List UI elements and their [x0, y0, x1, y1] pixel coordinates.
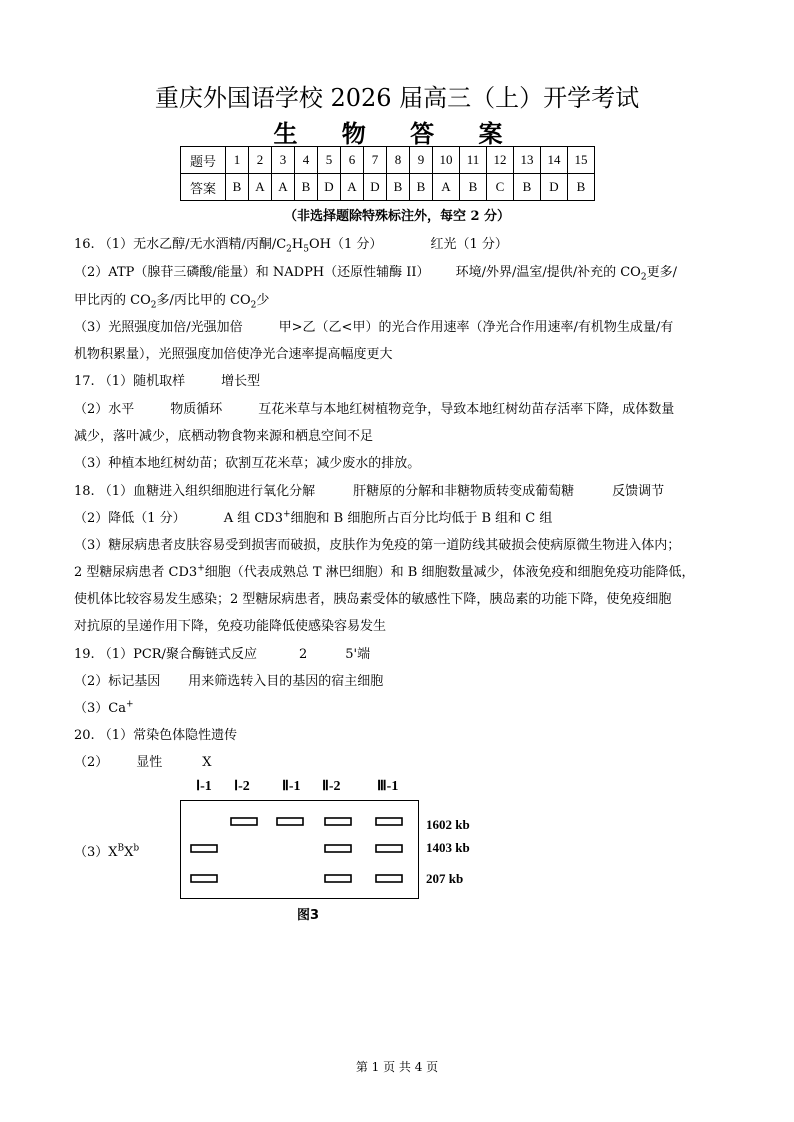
q18-line-1: 18. （1）血糖进入组织细胞进行氧化分解 肝糖原的分解和非糖物质转变成葡萄糖 反馈调节 [74, 484, 665, 499]
q17-line-4: （3）种植本地红树幼苗；砍割互花米草；减少废水的排放。 [74, 456, 421, 471]
q20-line-3: $(3)X^BX^b$ [74, 843, 140, 860]
q18-line-5: 使机体比较容易发生感染；2 型糖尿病患者，胰岛素受体的敏感性下降，胰岛素的功能下降，使免疫细胞 [74, 592, 672, 607]
row-label-numbers: 题号 [181, 147, 226, 174]
table-cell: 3 [272, 147, 295, 174]
gel-band [325, 845, 351, 852]
table-cell: 7 [364, 147, 387, 174]
table-cell: A [341, 174, 364, 201]
table-cell: 6 [341, 147, 364, 174]
page-footer: 第 1 页 共 4 页 [355, 1060, 439, 1074]
table-cell: 5 [318, 147, 341, 174]
q17-line-3: 减少，落叶减少，底栖动物食物来源和栖息空间不足 [74, 429, 374, 444]
q17-line-1: 17. （1）随机取样 增长型 [74, 374, 261, 389]
lane-label: Ⅰ-1 [196, 779, 212, 794]
answer-table [180, 146, 595, 201]
table-cell: B [226, 174, 249, 201]
gel-band [231, 818, 257, 825]
lane-label: Ⅱ-2 [322, 779, 341, 794]
band-size-label: 207 kb [426, 871, 464, 886]
table-cell: 1 [226, 147, 249, 174]
q20-line-2: （2） 显性 X [74, 755, 212, 770]
page-title: 重庆外国语学校 2026 届高三（上）开学考试 [154, 84, 640, 112]
table-row-answers [181, 174, 595, 201]
table-cell: 14 [541, 147, 568, 174]
table-cell: 2 [249, 147, 272, 174]
q17-line-2: （2）水平 物质循环 互花米草与本地红树植物竞争，导致本地红树幼苗存活率下降，成体数量 [74, 402, 675, 417]
lane-label: Ⅲ-1 [377, 779, 399, 794]
lane-label: Ⅱ-1 [282, 779, 301, 794]
table-cell: 13 [514, 147, 541, 174]
q18-line-6: 对抗原的呈递作用下降，免疫功能降低使感染容易发生 [74, 619, 387, 634]
table-cell: B [410, 174, 433, 201]
table-cell: 8 [387, 147, 410, 174]
gel-band [277, 818, 303, 825]
gel-band [325, 818, 351, 825]
q16-line-3: 甲比丙的 $CO_2$多/丙比甲的 $CO_2$少 [74, 293, 270, 311]
table-cell: A [249, 174, 272, 201]
table-cell: D [364, 174, 387, 201]
row-label-answers: 答案 [181, 174, 226, 201]
table-cell: D [541, 174, 568, 201]
table-cell: 4 [295, 147, 318, 174]
q16-line-1: 16. （1）无水乙醇/无水酒精/丙酮$/C_2H_5OH(1$ 分） 红光（1 分） [74, 237, 508, 255]
table-cell: B [295, 174, 318, 201]
table-cell: 10 [433, 147, 460, 174]
q16-line-5: 机物积累量），光照强度加倍使净光合速率提高幅度更大 [74, 347, 393, 362]
q16-line-4: （3）光照强度加倍/光强加倍 甲>乙（乙<甲）的光合作用速率（净光合作用速率/有机物生成量/有 [74, 320, 674, 335]
q18-line-3: （3）糖尿病患者皮肤容易受到损害而破损，皮肤作为免疫的第一道防线其破损会使病原微生物进入体内； [74, 538, 681, 553]
band-size-label: 1602 kb [426, 817, 470, 832]
table-cell: 9 [410, 147, 433, 174]
q19-line-1: 19. （1）PCR/聚合酶链式反应 2 5'端 [74, 647, 371, 662]
lane-label: Ⅰ-2 [234, 779, 250, 794]
scoring-note: （非选择题除特殊标注外，每空 2 分） [283, 209, 511, 224]
table-row-numbers [181, 147, 595, 174]
q19-line-3: （3）Ca+ [74, 699, 134, 716]
gel-band [376, 818, 402, 825]
gel-band [191, 845, 217, 852]
page-subtitle: 生 物 答 案 [273, 119, 521, 148]
table-cell: 11 [460, 147, 487, 174]
q18-line-4: 2 型糖尿病患者 CD3+细胞（代表成熟总 T 淋巴细胞）和 B 细胞数量减少，体液免疫和细胞免疫功能降低， [74, 563, 695, 580]
table-cell: B [568, 174, 595, 201]
gel-band [376, 875, 402, 882]
table-cell: A [272, 174, 295, 201]
gel-band [191, 875, 217, 882]
q16-line-2: （2）ATP（腺苷三磷酸/能量）和 NADPH（还原性辅酶 II） 环境/外界/温室/提供/补充的 $CO_2$更多/ [74, 265, 677, 283]
table-cell: D [318, 174, 341, 201]
table-cell: A [433, 174, 460, 201]
q20-line-1: 20. （1）常染色体隐性遗传 [74, 728, 238, 743]
table-cell: C [487, 174, 514, 201]
gel-band [376, 845, 402, 852]
band-size-label: 1403 kb [426, 840, 470, 855]
table-cell: B [387, 174, 410, 201]
gel-band [325, 875, 351, 882]
table-cell: B [514, 174, 541, 201]
figure-caption: 图3 [297, 908, 320, 923]
table-cell: B [460, 174, 487, 201]
q18-line-2: （2）降低（1 分） A 组 CD3+细胞和 B 细胞所占百分比均低于 B 组和 C 组 [74, 509, 553, 526]
table-cell: 12 [487, 147, 514, 174]
q19-line-2: （2）标记基因 用来筛选转入目的基因的宿主细胞 [74, 674, 384, 689]
gel-image [180, 800, 420, 900]
table-cell: 15 [568, 147, 595, 174]
